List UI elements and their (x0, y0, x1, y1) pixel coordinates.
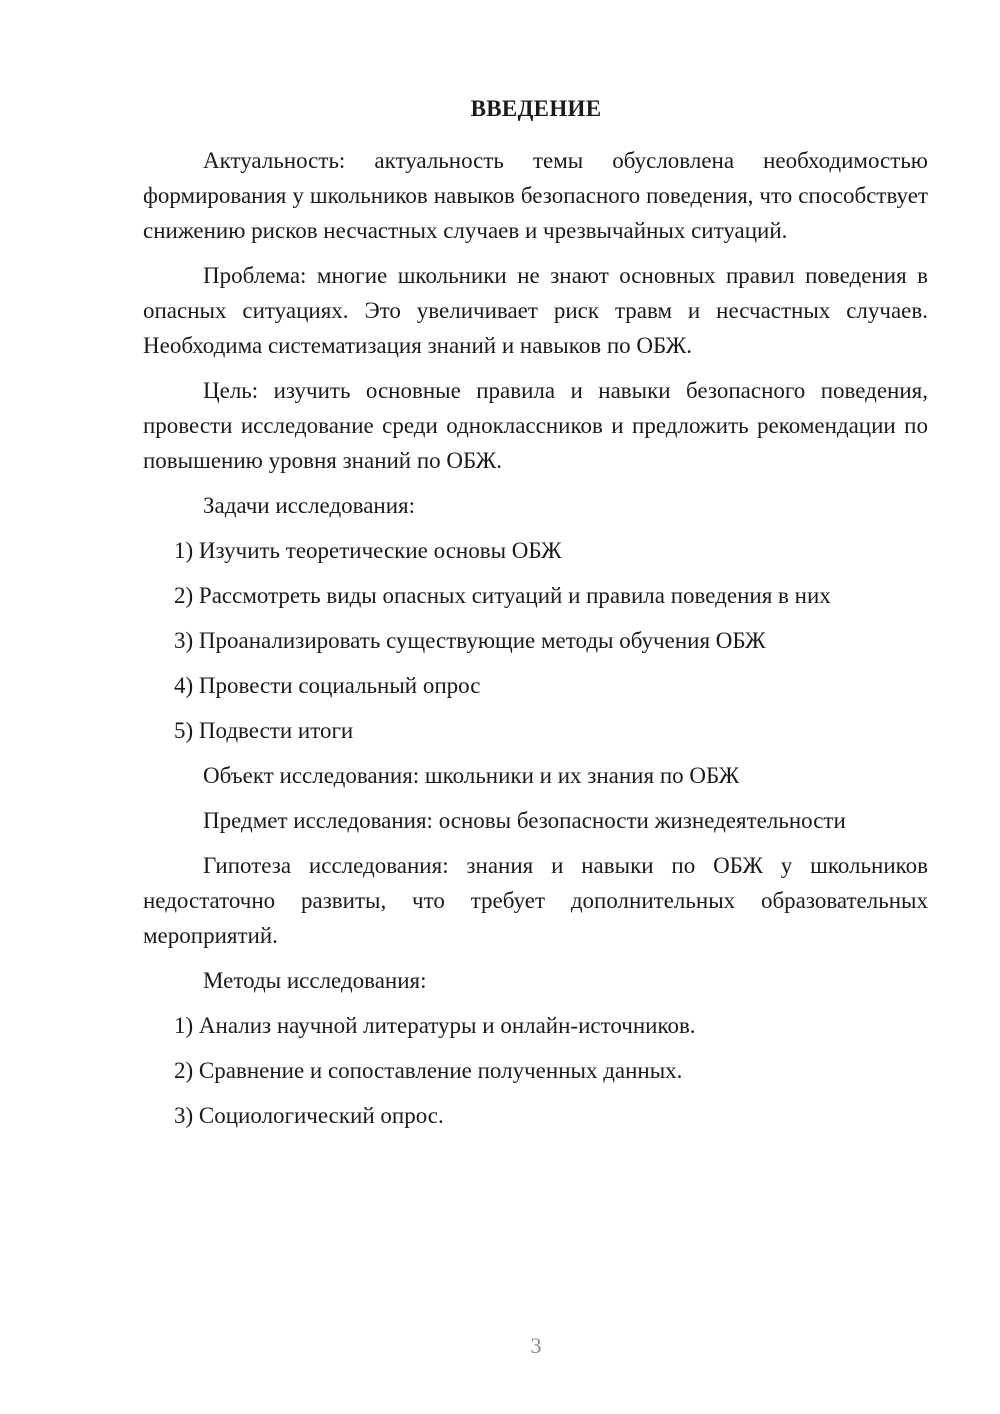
page-number: 3 (530, 1333, 542, 1358)
task-item-1: 1) Изучить теоретические основы ОБЖ (174, 538, 562, 563)
research-object: Объект исследования: школьники и их знания по ОБЖ (203, 763, 740, 788)
method-item-1: 1) Анализ научной литературы и онлайн-источников. (174, 1013, 696, 1038)
research-subject: Предмет исследования: основы безопасности жизнедеятельности (203, 808, 846, 833)
document-body (143, 143, 928, 1143)
method-item-2: 2) Сравнение и сопоставление полученных данных. (174, 1058, 683, 1083)
task-item-2: 2) Рассмотреть виды опасных ситуаций и правила поведения в них (174, 583, 831, 608)
task-item-5: 5) Подвести итоги (174, 718, 354, 743)
methods-heading: Методы исследования: (203, 968, 427, 993)
method-item-3: 3) Социологический опрос. (174, 1103, 444, 1128)
relevance-paragraph: Актуальность: актуальность темы обусловлена необходимостью формирования у школьников навыков безопасного поведения, что способствует снижению рисков несчастных случаев и чрезвычайных ситуаций. (143, 148, 928, 243)
task-item-4: 4) Провести социальный опрос (174, 673, 481, 698)
goal-paragraph: Цель: изучить основные правила и навыки безопасного поведения, провести исследование среди одноклассников и предложить рекомендации по повышению уровня знаний по ОБЖ. (143, 378, 928, 473)
tasks-heading: Задачи исследования: (203, 493, 416, 518)
problem-paragraph: Проблема: многие школьники не знают основных правил поведения в опасных ситуациях. Это увеличивает риск травм и несчастных случаев. Необходима систематизация знаний и навыков по ОБЖ. (143, 263, 928, 358)
hypothesis-paragraph: Гипотеза исследования: знания и навыки по ОБЖ у школьников недостаточно развиты, что требует дополнительных образовательных мероприятий. (143, 853, 928, 948)
section-title: ВВЕДЕНИЕ (470, 96, 602, 121)
task-item-3: 3) Проанализировать существующие методы обучения ОБЖ (174, 628, 766, 653)
